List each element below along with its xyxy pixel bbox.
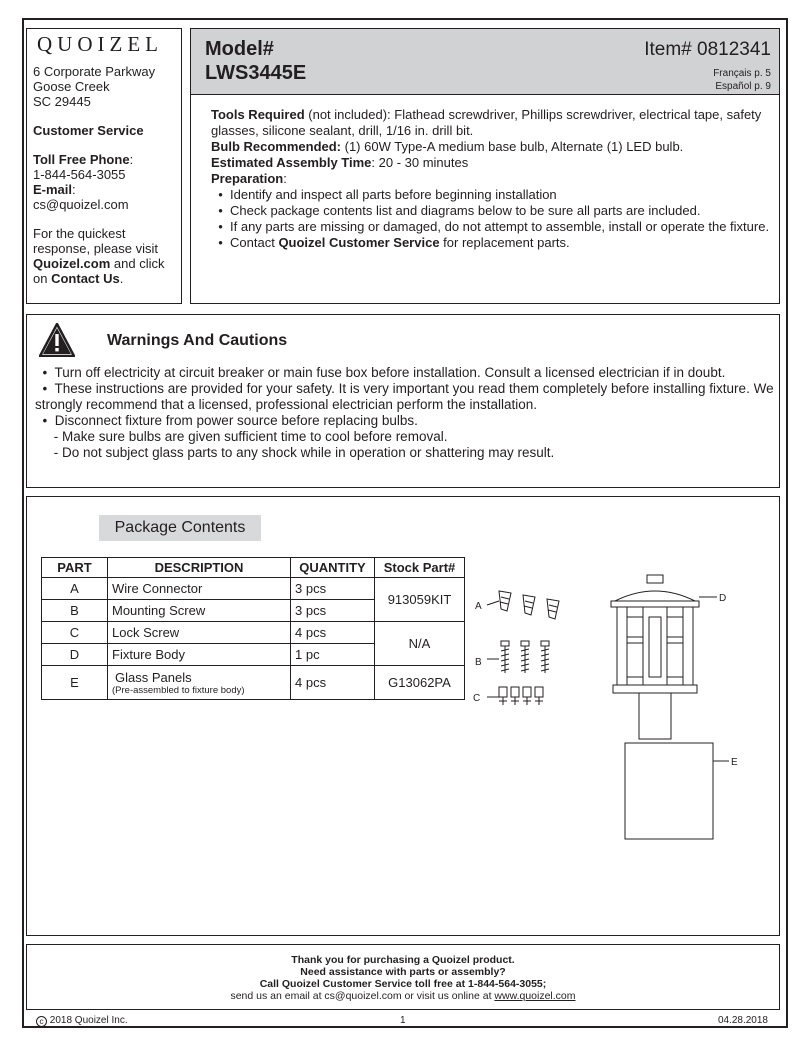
thanks-line-4-text: send us an email at cs@quoizel.com or visit us online at: [230, 990, 495, 1002]
tools-required: [211, 107, 771, 139]
copyright-text: 2018 Quoizel Inc.: [49, 1015, 128, 1026]
page-number: 1: [400, 1015, 406, 1026]
address-panel: QUOIZEL 6 Corporate Parkway Goose Creek SC 29445 Customer Service Toll Free Phone: 1-844-564-3055 E-mail: cs@quoizel.com For the quickest response, please visit Quoizel.com and click on Contact Us.: [26, 28, 182, 304]
preparation-heading: [211, 171, 771, 187]
address-line-1: 6 Corporate Parkway: [33, 64, 156, 79]
customer-service-label: Customer Service: [33, 123, 144, 138]
qty-cell: 4 pcs: [291, 666, 375, 700]
thanks-line-2: Need assistance with parts or assembly?: [300, 966, 506, 978]
diagram-label-e: E: [731, 757, 738, 768]
part-cell: B: [42, 600, 108, 622]
warnings-title: Warnings And Cautions: [107, 332, 288, 349]
warnings-list: [35, 365, 778, 461]
package-contents-title: Package Contents: [99, 515, 261, 541]
diagram-label-a: A: [475, 601, 482, 612]
part-cell: C: [42, 622, 108, 644]
contact-us-text: Contact Us: [51, 271, 120, 286]
desc-cell: Lock Screw: [108, 622, 291, 644]
tools-label: Tools Required: [211, 107, 305, 122]
stock-cell-e: G13062PA: [375, 666, 465, 700]
prep-colon: :: [283, 171, 287, 186]
address-line-3: SC 29445: [33, 94, 91, 109]
parts-diagram: [473, 571, 773, 881]
website-link[interactable]: www.quoizel.com: [494, 990, 576, 1002]
glass-panel-icon: [625, 743, 729, 839]
diagram-label-d: D: [719, 593, 727, 604]
diagram-label-b: B: [475, 657, 482, 668]
header-description: DESCRIPTION: [108, 558, 291, 578]
period: .: [119, 271, 124, 286]
warning-4: - Make sure bulbs are given sufficient time to cool before removal.: [35, 429, 448, 444]
thanks-line-4: [27, 990, 779, 1002]
prep4-pre: • Contact: [211, 235, 279, 250]
qty-cell: 3 pcs: [291, 600, 375, 622]
prep-item-3: • If any parts are missing or damaged, do not attempt to assemble, install or operate the fixture.: [211, 219, 770, 234]
quick-response-text: [33, 226, 175, 286]
bulb-recommended: [211, 139, 771, 155]
prep4-bold: Quoizel Customer Service: [278, 235, 440, 250]
bulb-text: (1) 60W Type-A medium base bulb, Alternate (1) LED bulb.: [341, 139, 684, 154]
email-label: E-mail: [33, 182, 73, 197]
prep-label: Preparation: [211, 171, 284, 186]
french-ref: Français p. 5: [713, 68, 771, 79]
model-header-band: [191, 29, 779, 95]
parts-table: [41, 557, 465, 700]
prep-item-1: • Identify and inspect all parts before beginning installation: [211, 187, 557, 202]
table-row: [42, 578, 465, 600]
wire-connector-icon: [487, 591, 559, 619]
warning-1: • Turn off electricity at circuit breaker or main fuse box before installation. Consult a licensed electrician if in doubt.: [35, 365, 726, 380]
table-header-row: [42, 558, 465, 578]
item-number: Item# 0812341: [644, 39, 771, 60]
thanks-line-1: Thank you for purchasing a Quoizel product.: [291, 954, 515, 966]
prep-item-2: • Check package contents list and diagrams below to be sure all parts are included.: [211, 203, 701, 218]
model-panel: [190, 28, 780, 304]
qty-cell: 4 pcs: [291, 622, 375, 644]
copyright-icon: c: [36, 1016, 47, 1027]
thanks-line-3: Call Quoizel Customer Service toll free at 1-844-564-3055;: [259, 978, 547, 990]
desc-text: Glass Panels: [115, 669, 192, 685]
desc-note: (Pre-assembled to fixture body): [112, 684, 245, 696]
fixture-body-icon: [611, 575, 717, 739]
qty-cell: 3 pcs: [291, 578, 375, 600]
desc-cell: [108, 666, 291, 700]
time-label: Estimated Assembly Time: [211, 155, 372, 170]
lock-screw-icon: [487, 687, 543, 705]
warning-2: • These instructions are provided for your safety. It is very important you read them completely before installing fixture. We strongly recommend that a licensed, professional electrician perform the installation.: [35, 381, 778, 412]
time-text: : 20 - 30 minutes: [371, 155, 469, 170]
mounting-screw-icon: [487, 641, 549, 673]
header-quantity: QUANTITY: [291, 558, 375, 578]
copyright: [36, 1015, 128, 1027]
prep4-post: for replacement parts.: [439, 235, 570, 250]
quoizel-logo: QUOIZEL: [37, 32, 163, 56]
and-text: and click on: [33, 256, 165, 286]
language-refs: [713, 67, 771, 93]
email-link[interactable]: cs@quoizel.com: [33, 197, 129, 212]
assembly-time: [211, 155, 771, 171]
warnings-panel: [26, 314, 780, 488]
model-label: Model#: [205, 38, 274, 60]
package-contents-panel: [26, 496, 780, 936]
instruction-page: [22, 18, 788, 1028]
toll-free-number: 1-844-564-3055: [33, 167, 126, 182]
stock-cell-cd: N/A: [375, 622, 465, 666]
warning-3: • Disconnect fixture from power source before replacing bulbs.: [35, 413, 418, 428]
part-cell: A: [42, 578, 108, 600]
toll-free-label: Toll Free Phone: [33, 152, 130, 167]
part-cell: E: [42, 666, 108, 700]
warning-5: - Do not subject glass parts to any shock while in operation or shattering may result.: [35, 445, 555, 460]
header-part: PART: [42, 558, 108, 578]
thanks-panel: [26, 944, 780, 1010]
desc-cell: Mounting Screw: [108, 600, 291, 622]
prep-item-4: [211, 235, 771, 251]
stock-cell-ab: 913059KIT: [375, 578, 465, 622]
document-date: 04.28.2018: [717, 1015, 768, 1026]
header-stock: Stock Part#: [375, 558, 465, 578]
table-row: [42, 666, 465, 700]
bulb-label: Bulb Recommended:: [211, 139, 342, 154]
model-number: LWS3445E: [205, 62, 307, 84]
table-row: [42, 622, 465, 644]
address-line-2: Goose Creek: [33, 79, 110, 94]
diagram-label-c: C: [473, 693, 481, 704]
qty-cell: 1 pc: [291, 644, 375, 666]
desc-cell: Fixture Body: [108, 644, 291, 666]
part-cell: D: [42, 644, 108, 666]
quick-text: For the quickest response, please visit: [33, 226, 159, 256]
model-title: [205, 37, 306, 85]
spanish-ref: Español p. 9: [715, 81, 771, 92]
desc-cell: Wire Connector: [108, 578, 291, 600]
tools-text: (not included): Flathead screwdriver, Phillips screwdriver, electrical tape, safety glasses, silicone sealant, drill, 1/16 in. drill bit.: [211, 107, 762, 138]
tools-section: [211, 107, 771, 251]
warning-triangle-icon: [39, 323, 75, 357]
site-link[interactable]: Quoizel.com: [33, 256, 111, 271]
